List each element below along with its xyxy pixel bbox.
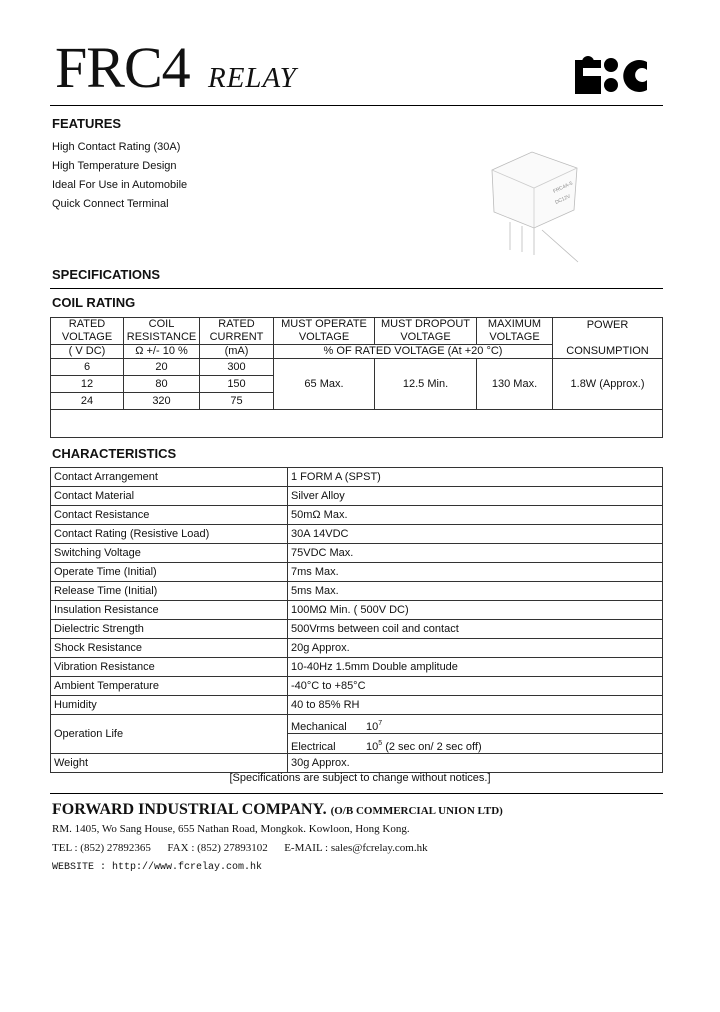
coil-header-maximum: MAXIMUM VOLTAGE: [477, 318, 553, 345]
company-contact: TEL : (852) 27892365 FAX : (852) 27893102 E-MAIL : sales@fcrelay.com.hk: [52, 842, 428, 854]
relay-label-model: FRC4A-5: [552, 180, 574, 195]
coil-rating-heading: COIL RATING: [52, 295, 136, 310]
char-key: Release Time (Initial): [51, 582, 288, 601]
product-subtitle: RELAY: [208, 62, 297, 94]
char-key: Switching Voltage: [51, 544, 288, 563]
coil-blank-row: [51, 410, 663, 438]
electrical-label: Electrical: [291, 741, 336, 753]
char-row: [51, 468, 663, 487]
coil-operate-value: 65 Max.: [274, 359, 375, 410]
mechanical-exponent: 7: [378, 720, 383, 727]
char-key: Ambient Temperature: [51, 677, 288, 696]
char-row: [51, 601, 663, 620]
coil-header-current-unit: (mA): [200, 345, 274, 359]
char-value: Silver Alloy: [288, 487, 663, 506]
feature-item: Ideal For Use in Automobile: [52, 179, 188, 191]
char-key: Humidity: [51, 696, 288, 715]
coil-header-operate: MUST OPERATE VOLTAGE: [274, 318, 375, 345]
char-value-operation-life: [288, 715, 663, 754]
coil-header-dropout: MUST DROPOUT VOLTAGE: [375, 318, 477, 345]
char-row: [51, 582, 663, 601]
header-rule: [50, 105, 663, 106]
coil-power-value: 1.8W (Approx.): [553, 359, 663, 410]
coil-row: [51, 359, 663, 376]
char-value: 500Vrms between coil and contact: [288, 620, 663, 639]
char-value: 30A 14VDC: [288, 525, 663, 544]
coil-percent-label: % OF RATED VOLTAGE (At +20 °C): [274, 345, 553, 359]
mechanical-base: 10: [366, 721, 379, 733]
feature-item: High Contact Rating (30A): [52, 141, 181, 153]
coil-header-current: RATED CURRENT: [200, 318, 274, 345]
char-key: Operation Life: [51, 715, 288, 754]
coil-voltage: 12: [51, 376, 124, 393]
coil-current: 150: [200, 376, 274, 393]
char-value: 10-40Hz 1.5mm Double amplitude: [288, 658, 663, 677]
relay-label-voltage: DC12V: [554, 193, 572, 206]
coil-current: 75: [200, 393, 274, 410]
coil-current: 300: [200, 359, 274, 376]
coil-header-voltage: RATED VOLTAGE: [51, 318, 124, 345]
coil-voltage: 24: [51, 393, 124, 410]
company-name: FORWARD INDUSTRIAL COMPANY. (O/B COMMERCIAL UNION LTD): [52, 801, 503, 818]
char-value: 7ms Max.: [288, 563, 663, 582]
char-key: Insulation Resistance: [51, 601, 288, 620]
electrical-note: (2 sec on/ 2 sec off): [385, 741, 482, 753]
mechanical-label: Mechanical: [291, 721, 347, 733]
characteristics-heading: CHARACTERISTICS: [52, 446, 177, 461]
char-row: [51, 506, 663, 525]
char-value: -40°C to +85°C: [288, 677, 663, 696]
char-row: [51, 658, 663, 677]
features-heading: FEATURES: [52, 116, 122, 131]
coil-resistance: 80: [124, 376, 200, 393]
char-row: [51, 525, 663, 544]
coil-header-resistance-unit: Ω +/- 10 %: [124, 345, 200, 359]
char-row-operation-life: [51, 715, 663, 754]
char-value: 30g Approx.: [288, 754, 663, 773]
coil-dropout-value: 12.5 Min.: [375, 359, 477, 410]
coil-header-resistance: COIL RESISTANCE: [124, 318, 200, 345]
coil-voltage: 6: [51, 359, 124, 376]
notice-text: [Specifications are subject to change without notices.]: [229, 772, 491, 784]
characteristics-table: [50, 467, 663, 773]
char-row: [51, 639, 663, 658]
feature-item: Quick Connect Terminal: [52, 198, 169, 210]
char-row: [51, 620, 663, 639]
char-value: 5ms Max.: [288, 582, 663, 601]
char-key: Contact Rating (Resistive Load): [51, 525, 288, 544]
company-address: RM. 1405, Wo Sang House, 655 Nathan Road, Mongkok. Kowloon, Hong Kong.: [52, 823, 410, 835]
char-key: Dielectric Strength: [51, 620, 288, 639]
char-value: 75VDC Max.: [288, 544, 663, 563]
coil-header-power: POWER CONSUMPTION: [553, 318, 663, 359]
char-row: [51, 696, 663, 715]
char-key: Contact Arrangement: [51, 468, 288, 487]
char-key: Contact Resistance: [51, 506, 288, 525]
electrical-exponent: 5: [378, 740, 383, 747]
char-key: Operate Time (Initial): [51, 563, 288, 582]
company-subname: (O/B COMMERCIAL UNION LTD): [330, 805, 503, 817]
coil-resistance: 320: [124, 393, 200, 410]
footer-rule: [50, 793, 663, 794]
relay-product-image: [482, 130, 582, 275]
char-value: 20g Approx.: [288, 639, 663, 658]
char-row: [51, 677, 663, 696]
char-key: Contact Material: [51, 487, 288, 506]
char-key: Vibration Resistance: [51, 658, 288, 677]
char-key: Weight: [51, 754, 288, 773]
coil-maximum-value: 130 Max.: [477, 359, 553, 410]
coil-resistance: 20: [124, 359, 200, 376]
char-value: 1 FORM A (SPST): [288, 468, 663, 487]
char-value: 100MΩ Min. ( 500V DC): [288, 601, 663, 620]
specifications-heading: SPECIFICATIONS: [52, 267, 161, 282]
char-row: [51, 563, 663, 582]
company-website: WEBSITE : http://www.fcrelay.com.hk: [52, 862, 263, 873]
coil-rating-table: [50, 317, 663, 438]
product-title: FRC4: [55, 35, 190, 100]
char-row: [51, 487, 663, 506]
coil-header-voltage-unit: ( V DC): [51, 345, 124, 359]
char-row: [51, 544, 663, 563]
specifications-rule: [50, 288, 663, 289]
char-value: 40 to 85% RH: [288, 696, 663, 715]
feature-item: High Temperature Design: [52, 160, 177, 172]
company-logo: [575, 56, 647, 94]
electrical-base: 10: [366, 741, 379, 753]
char-key: Shock Resistance: [51, 639, 288, 658]
char-value: 50mΩ Max.: [288, 506, 663, 525]
